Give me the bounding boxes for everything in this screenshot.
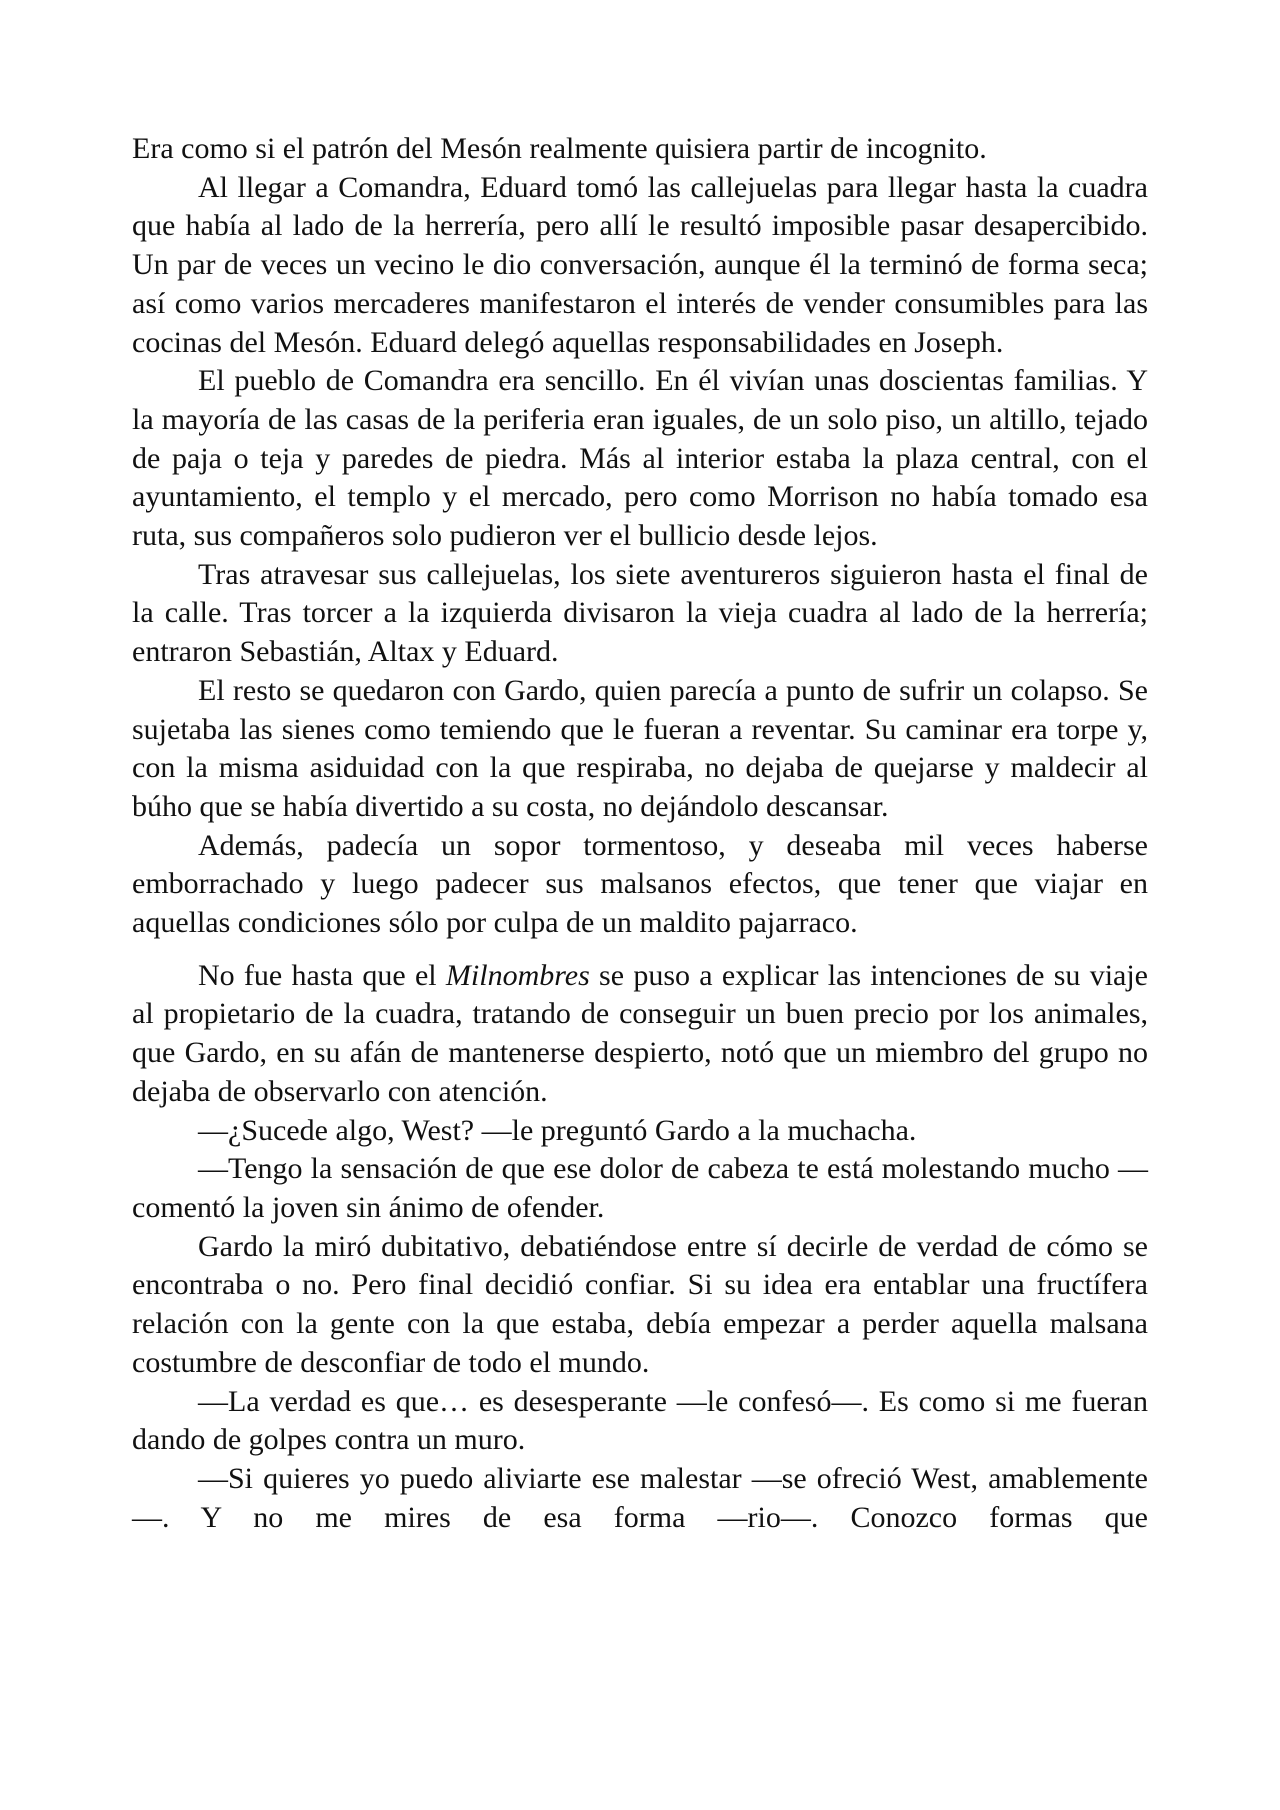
- paragraph-3: El pueblo de Comandra era sencillo. En él vivían unas doscientas familias. Y la mayoría de las casas de la periferia eran iguales, de un solo piso, un altillo, tejado de paja o teja y paredes de piedra. Más al interior estaba la plaza central, con el ayuntamiento, el templo y el mercado, pero como Morrison no había tomado esa ruta, sus compañeros solo pudieron ver el bullicio desde lejos.: [132, 364, 1148, 553]
- paragraph-10: Gardo la miró dubitativo, debatiéndose entre sí decirle de verdad de cómo se encontraba o no. Pero final decidió confiar. Si su idea era entablar una fructífera relación con la gente con la que estaba, debía empezar a perder aquella malsana costumbre de desconfiar de todo el mundo.: [132, 1229, 1148, 1379]
- paragraph-7: [132, 957, 1148, 1112]
- paragraph-2: Al llegar a Comandra, Eduard tomó las callejuelas para llegar hasta la cuadra que había al lado de la herrería, pero allí le resultó imposible pasar desapercibido. Un par de veces un vecino le dio conversación, aunque él la terminó de forma seca; así como varios mercaderes manifestaron el interés de vender consumibles para las cocinas del Mesón. Eduard delegó aquellas responsabilidades en Joseph.: [132, 170, 1148, 359]
- paragraph-5: El resto se quedaron con Gardo, quien parecía a punto de sufrir un colapso. Se sujetaba las sienes como temiendo que le fueran a reventar. Su caminar era torpe y, con la misma asiduidad con la que respiraba, no dejaba de quejarse y maldecir al búho que se había divertido a su costa, no dejándolo descansar.: [132, 673, 1148, 823]
- book-page: [132, 130, 1148, 1537]
- dialogue-line-4: —Si quieres yo puedo aliviarte ese malestar —se ofreció West, amablemente—. Y no me mires de esa forma —rio—. Conozco formas que: [132, 1461, 1148, 1534]
- paragraph-7-end: se puso a explicar las intenciones de su viaje al propietario de la cuadra, tratando de conseguir un buen precio por los animales, que Gardo, en su afán de mantenerse despierto, notó que un miembro del grupo no dejaba de observarlo con atención.: [132, 958, 1148, 1108]
- paragraph-1: Era como si el patrón del Mesón realmente quisiera partir de incognito.: [132, 132, 987, 165]
- dialogue-line-1: —¿Sucede algo, West? —le preguntó Gardo a la muchacha.: [198, 1113, 917, 1147]
- milnombres-italic: Milnombres: [445, 958, 590, 992]
- paragraph-4: Tras atravesar sus callejuelas, los siete aventureros siguieron hasta el final de la calle. Tras torcer a la izquierda divisaron la vieja cuadra al lado de la herrería; entraron Sebastián, Altax y Eduard.: [132, 557, 1148, 669]
- dialogue-line-3: —La verdad es que… es desesperante —le confesó—. Es como si me fueran dando de golpes contra un muro.: [132, 1384, 1148, 1457]
- paragraph-6: Además, padecía un sopor tormentoso, y deseaba mil veces haberse emborrachado y luego padecer sus malsanos efectos, que tener que viajar en aquellas condiciones sólo por culpa de un maldito pajarraco.: [132, 828, 1148, 940]
- paragraph-7-start: No fue hasta que el: [198, 958, 446, 992]
- dialogue-line-2: —Tengo la sensación de que ese dolor de cabeza te está molestando mucho —comentó la joven sin ánimo de ofender.: [132, 1152, 1148, 1224]
